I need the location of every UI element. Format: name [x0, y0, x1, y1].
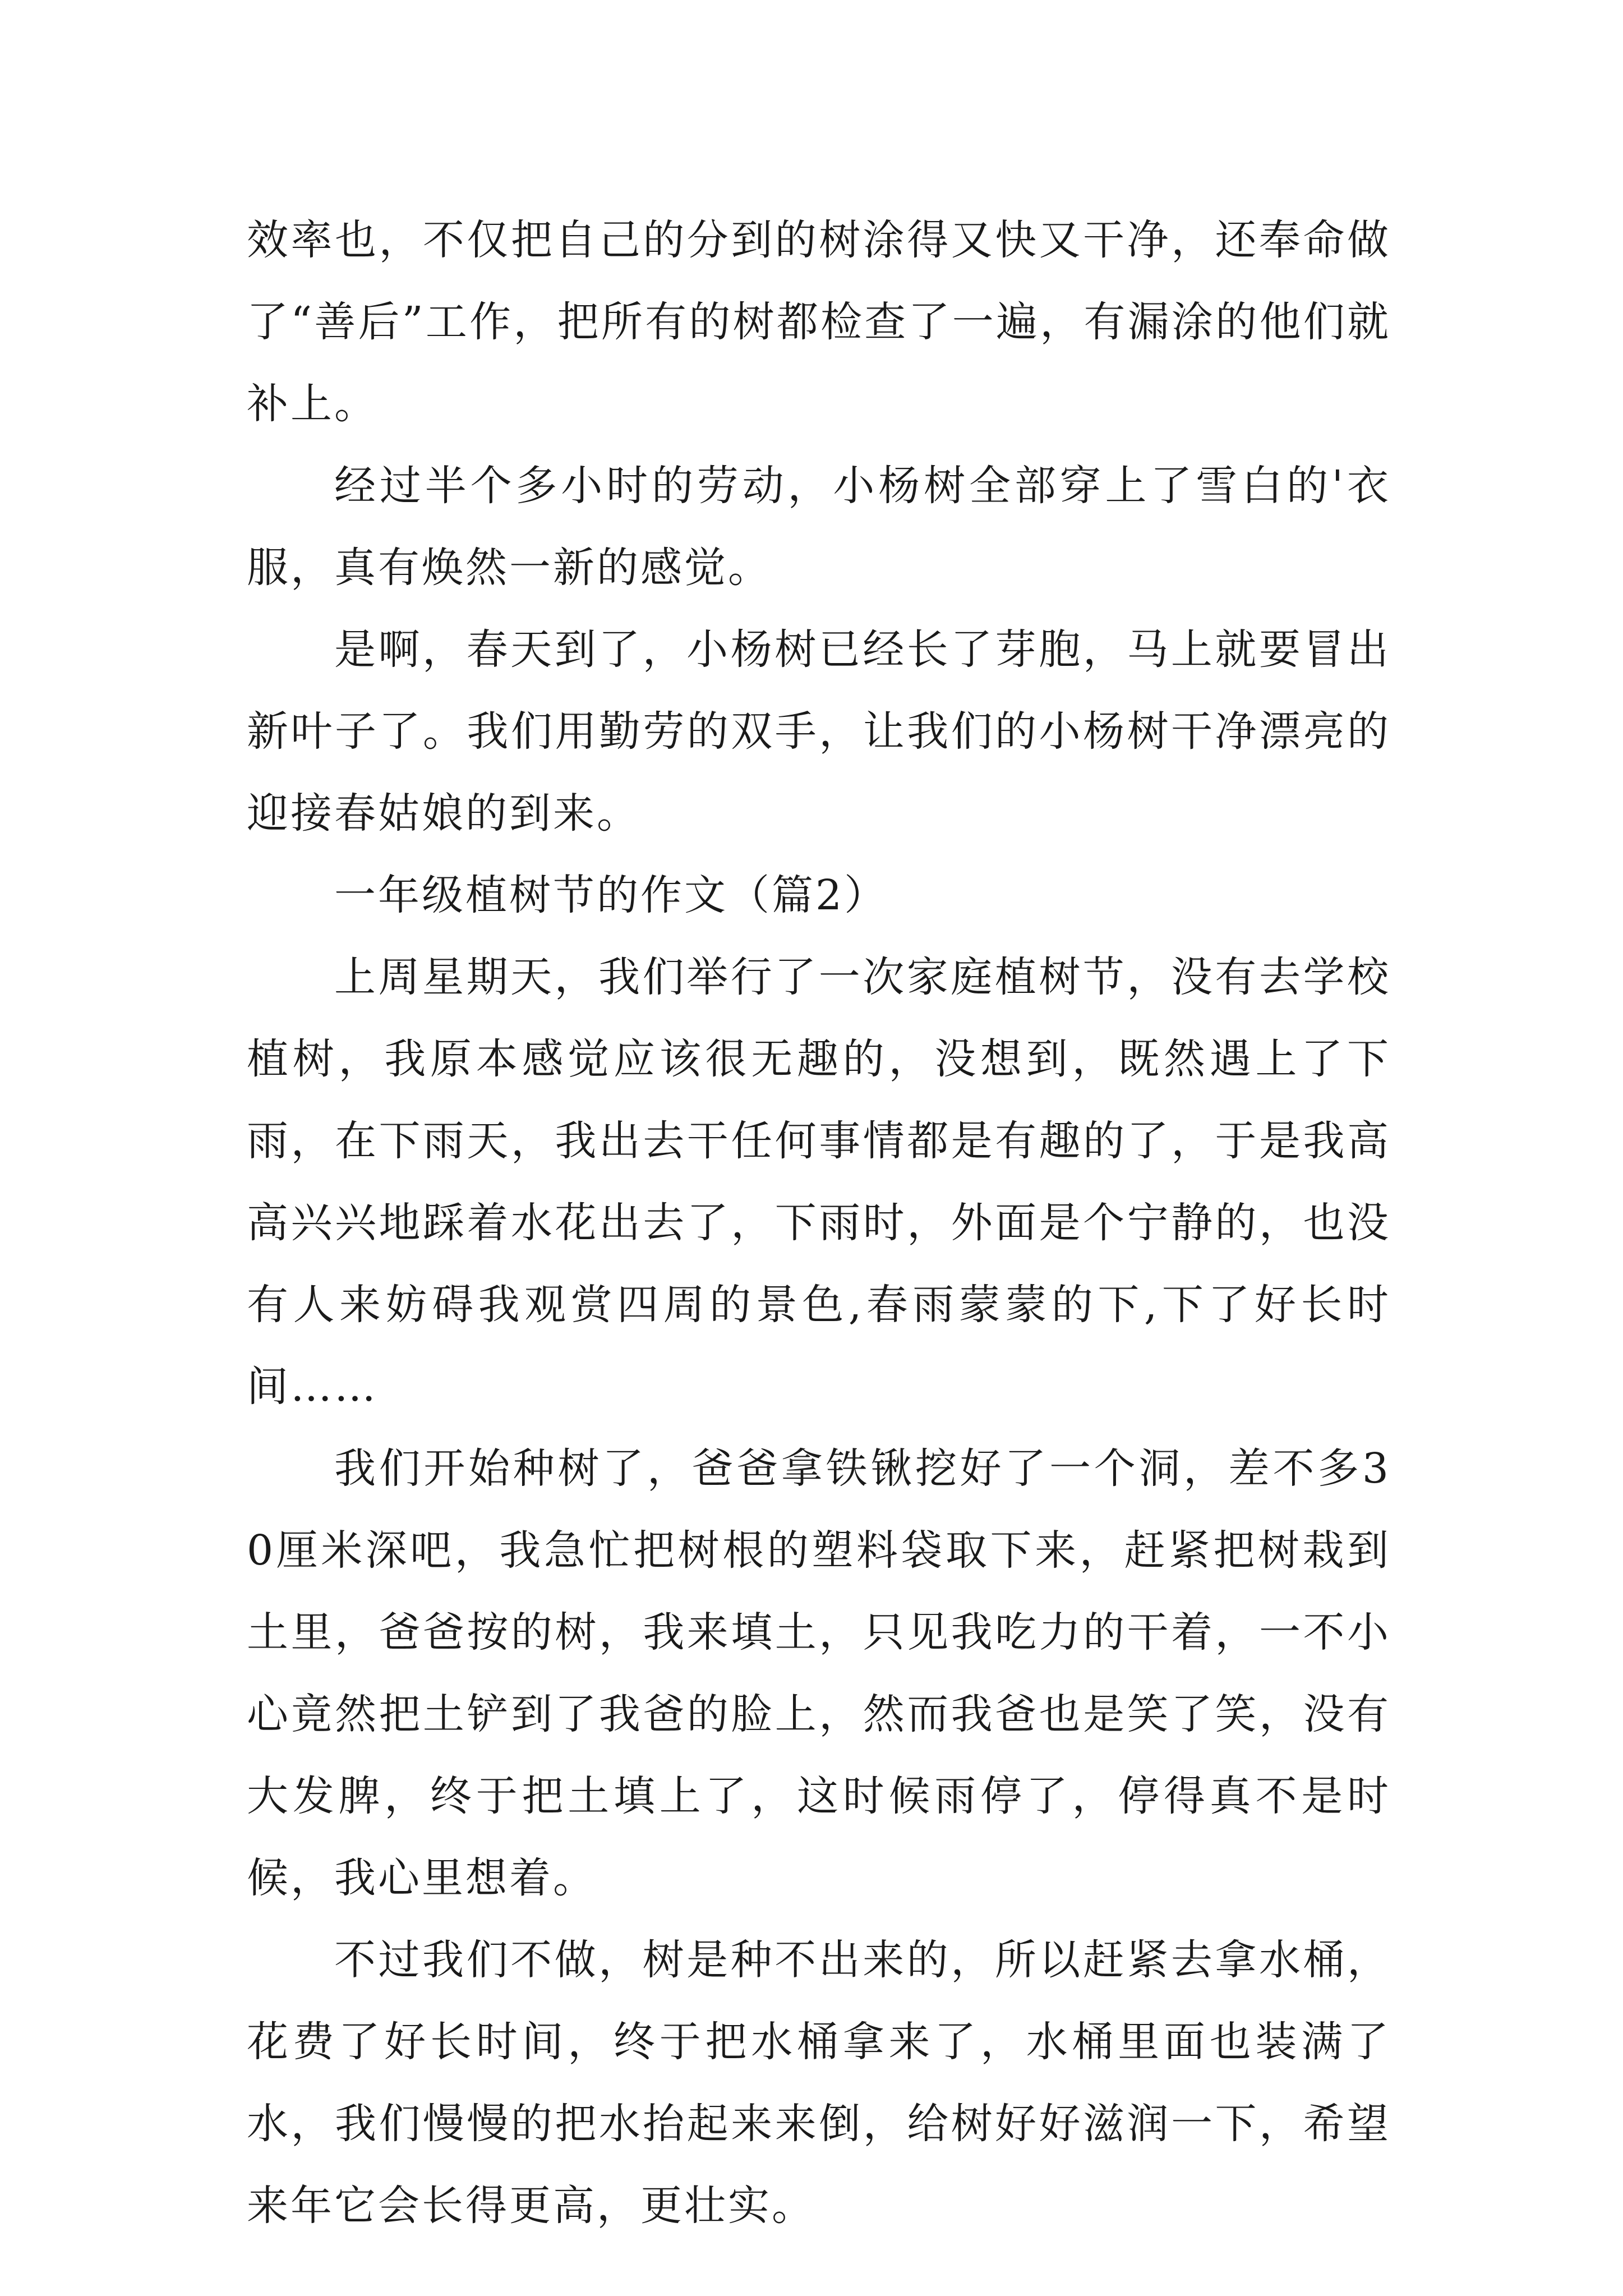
- paragraph-1: 效率也，不仅把自己的分到的树涂得又快又干净，还奉命做了“善后”工作，把所有的树都检查了一遍，有漏涂的他们就补上。: [247, 216, 1391, 428]
- paragraph-2: 经过半个多小时的劳动，小杨树全部穿上了雪白的'衣服，真有焕然一新的感觉。: [247, 462, 1391, 592]
- essay-body: [247, 199, 1391, 2247]
- paragraph-3: 是啊，春天到了，小杨树已经长了芽胞，马上就要冒出新叶子了。我们用勤劳的双手，让我们的小杨树干净漂亮的迎接春姑娘的到来。: [247, 625, 1391, 838]
- paragraph-5: 我们开始种树了，爸爸拿铁锹挖好了一个洞，差不多30厘米深吧，我急忙把树根的塑料袋取下来，赶紧把树栽到土里，爸爸按的树，我来填土，只见我吃力的干着，一不小心竟然把土铲到了我爸的脸上，然而我爸也是笑了笑，没有大发脾，终于把土填上了，这时候雨停了，停得真不是时候，我心里想着。: [247, 1444, 1391, 1902]
- section-heading: 一年级植树节的作文（篇2）: [334, 871, 888, 919]
- paragraph-6: 不过我们不做，树是种不出来的，所以赶紧去拿水桶，花费了好长时间，终于把水桶拿来了，水桶里面也装满了水，我们慢慢的把水抬起来来倒，给树好好滋润一下，希望来年它会长得更高，更壮实。: [247, 1936, 1391, 2230]
- paragraph-4: 上周星期天，我们举行了一次家庭植树节，没有去学校植树，我原本感觉应该很无趣的，没想到，既然遇上了下雨，在下雨天，我出去干任何事情都是有趣的了，于是我高高兴兴地踩着水花出去了，下雨时，外面是个宁静的，也没有人来妨碍我观赏四周的景色,春雨蒙蒙的下,下了好长时间……: [247, 953, 1391, 1411]
